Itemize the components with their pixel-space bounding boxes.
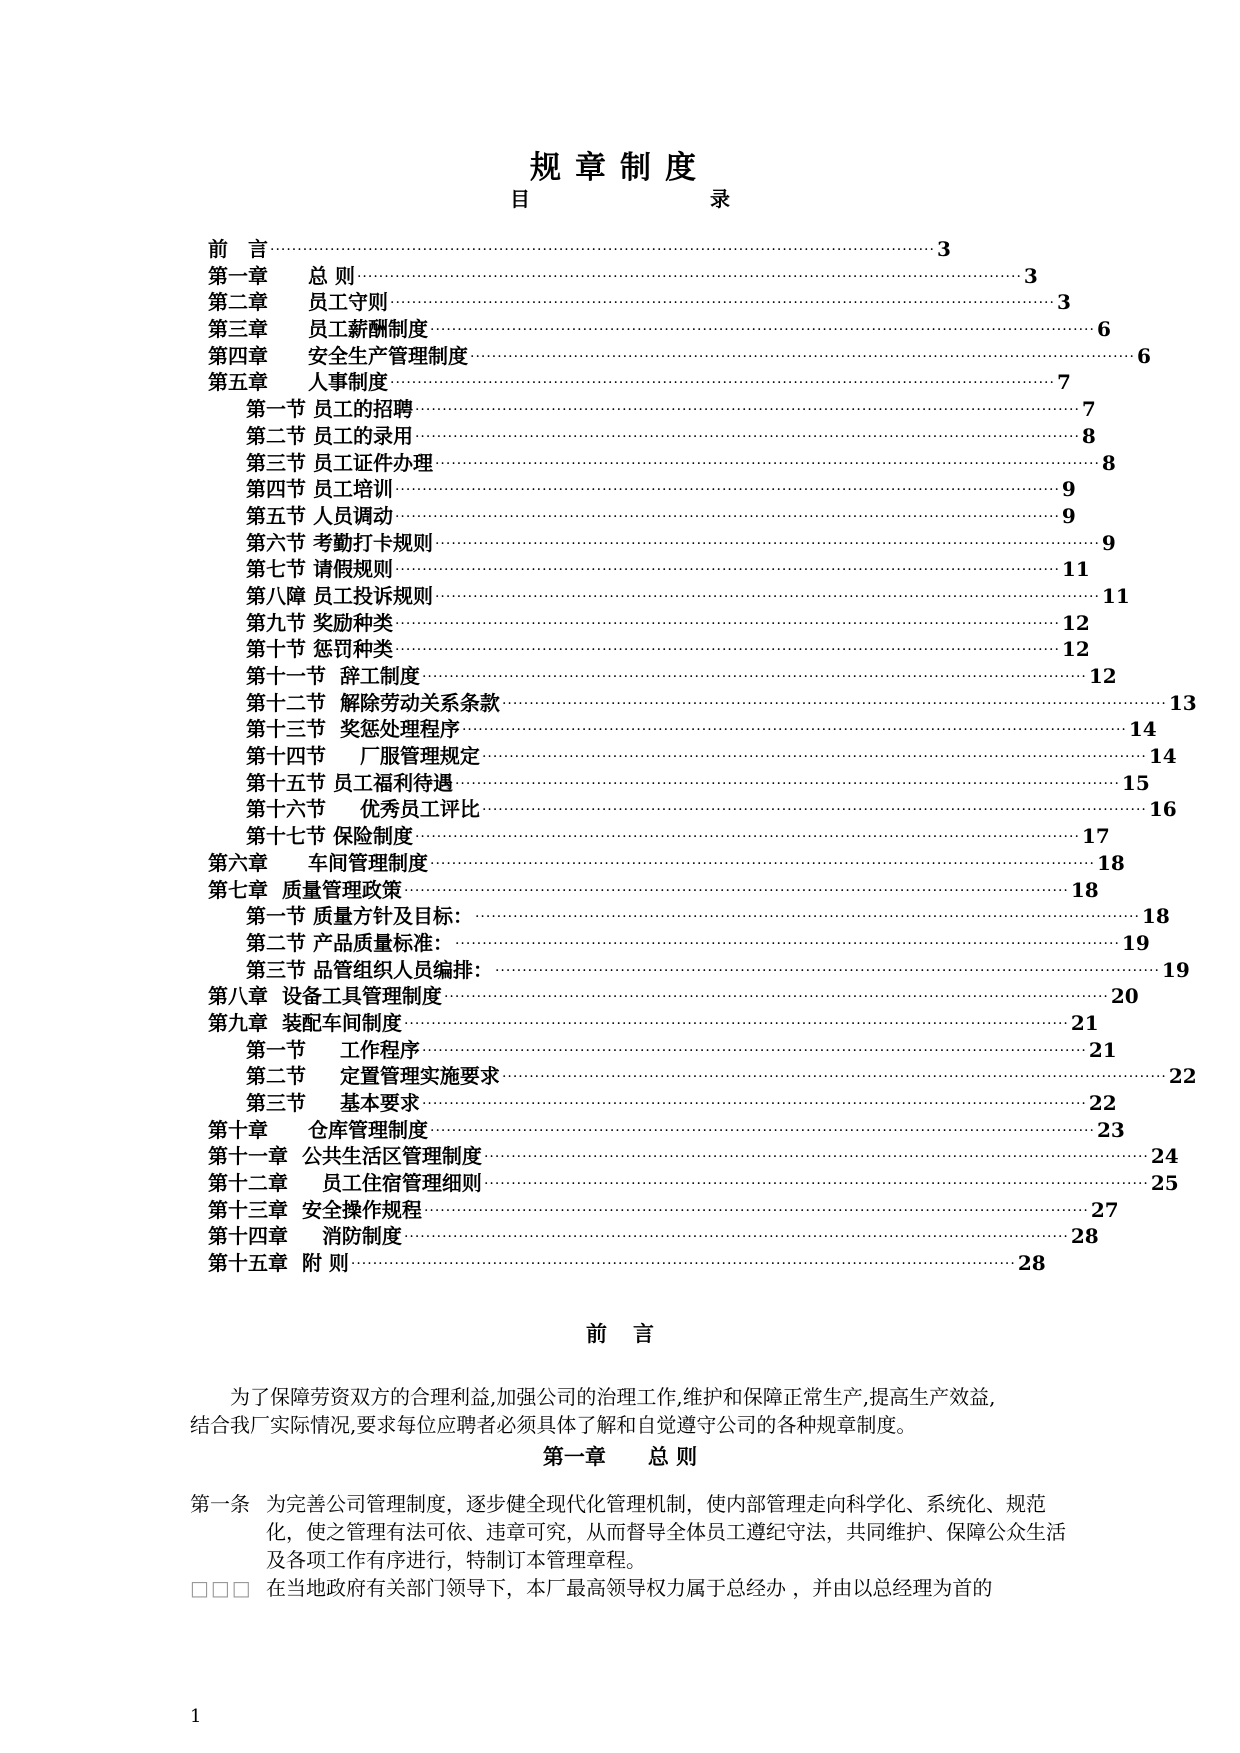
toc-page-number: 18 [1141,904,1170,929]
toc-dot-leader: ·························································································································· [394,482,1060,499]
toc-chapter-row [208,1250,1046,1277]
toc-entry-title: 质量方针及目标： [312,904,473,929]
chapter1-heading [0,1441,1240,1471]
toc-entry-number: 第七节 [246,557,306,582]
toc-entry-number: 第一节 [246,904,306,929]
toc-entry-gap [326,796,360,823]
toc-entry-number: 第二节 [246,1064,306,1089]
toc-entry-gap [306,503,313,530]
toc-entry-title: 总 则 [308,263,355,288]
toc-entry-title: 品管组织人员编排： [312,957,493,982]
toc-entry-gap [288,1197,302,1224]
toc-entry-number: 第二节 [246,423,306,448]
toc-section-row [208,1090,1117,1117]
toc-page-number: 18 [1096,850,1125,875]
toc-page-number: 14 [1128,717,1157,742]
toc-chapter-row [208,263,1038,290]
toc-page-number: 19 [1161,957,1190,982]
toc-dot-leader: ·························································································································· [421,669,1087,685]
toc-entry-gap [306,903,313,930]
toc-entry-title: 员工薪酬制度 [308,317,428,342]
toc-dot-leader: ·························································································································· [414,402,1080,419]
table-of-contents [208,236,1197,1277]
toc-entry-gap [326,823,333,850]
toc-entry-number: 第五章 [208,370,268,395]
chapter1-heading-number: 第一章 [542,1444,606,1469]
toc-page-number: 9 [1061,477,1076,502]
toc-entry-title: 员工投诉规则 [312,583,433,608]
toc-page-number: 28 [1017,1251,1046,1276]
toc-entry-number: 第十章 [208,1117,268,1142]
article-1 [190,1490,1070,1574]
toc-page-number: 20 [1110,984,1139,1009]
toc-page-number: 22 [1168,1064,1197,1089]
toc-entry-number: 第十五节 [246,770,326,795]
toc-page-number: 9 [1061,503,1076,528]
toc-entry-number: 第四节 [246,477,306,502]
toc-entry-title: 奖励种类 [312,610,393,635]
toc-entry-number: 第十二节 [246,690,326,715]
toc-section-row [208,663,1117,690]
toc-entry-title: 员工的招聘 [312,397,413,422]
toc-entry-number: 第七章 [208,877,268,902]
toc-page-number: 25 [1150,1171,1179,1196]
toc-chapter-row [208,1223,1099,1250]
toc-chapter-row [208,1010,1099,1037]
toc-chapter-row [208,316,1111,343]
toc-dot-leader: ·························································································································· [483,1176,1149,1193]
toc-page-number: 16 [1148,797,1177,822]
toc-page-number: 13 [1168,690,1197,715]
toc-entry-number: 第十四章 [208,1224,288,1249]
toc-entry-gap [306,930,313,957]
article-1-text: 为完善公司管理制度，逐步健全现代化管理机制，使内部管理走向科学化、系统化、规范化，使之管理有法可依、违章可究，从而督导全体员工遵纪守法，共同维护、保障公众生活及各项工作有序进行，特制订本管理章程。 [266,1492,1066,1572]
toc-entry-gap [268,316,308,343]
toc-entry-title: 质量管理政策 [281,877,402,902]
toc-entry-number: 第十六节 [246,797,326,822]
toc-page-number: 6 [1136,343,1151,368]
toc-section-row [208,610,1090,637]
toc-entry-number: 第一节 [246,1037,306,1062]
toc-dot-leader: ·························································································································· [470,348,1135,365]
toc-page-number: 23 [1096,1117,1125,1142]
toc-section-row [208,583,1130,610]
toc-entry-title: 员工守则 [308,290,388,315]
toc-section-row [208,823,1110,850]
toc-entry-gap [268,289,308,316]
toc-entry-number: 第一章 [208,263,268,288]
toc-entry-title: 工作程序 [339,1037,420,1062]
toc-entry-title: 请假规则 [312,557,393,582]
toc-page-number: 6 [1096,317,1111,342]
toc-entry-number: 第三节 [246,450,306,475]
toc-page-number: 19 [1121,930,1150,955]
toc-section-row [208,716,1157,743]
toc-entry-gap [326,690,340,717]
toc-section-row [208,396,1096,423]
toc-section-row [208,930,1150,957]
toc-entry-number: 第六章 [208,850,268,875]
toc-dot-leader: ·························································································································· [414,829,1080,846]
toc-chapter-row [208,1170,1179,1197]
toc-dot-leader: ·························································································································· [390,295,1055,312]
toc-entry-gap [306,957,313,984]
preface-heading-right: 言 [633,1321,654,1346]
toc-heading-right: 录 [710,187,730,211]
toc-dot-leader: ·························································································································· [501,695,1167,712]
page-number: 1 [190,1706,202,1727]
preface-heading-left: 前 [586,1321,607,1346]
toc-page-number: 11 [1101,583,1130,608]
toc-entry-number: 第二章 [208,290,268,315]
toc-dot-leader: ·························································································································· [443,989,1109,1006]
toc-section-row [208,530,1116,557]
toc-entry-gap [268,1010,282,1037]
toc-section-row [208,690,1197,717]
toc-section-row [208,1037,1117,1064]
toc-page-number: 3 [1056,290,1071,315]
toc-entry-number: 第一节 [246,397,306,422]
toc-dot-leader: ·························································································································· [356,268,1022,285]
toc-entry-gap [288,1250,302,1277]
toc-dot-leader: ·························································································································· [474,909,1140,926]
document-title: 规章制度 [530,150,710,186]
toc-page-number: 3 [1023,263,1038,288]
article-2 [190,1574,1070,1602]
toc-entry-title: 员工培训 [312,477,393,502]
toc-entry-gap [326,716,340,743]
toc-entry-title: 定置管理实施要求 [339,1064,500,1089]
toc-entry-title: 设备工具管理制度 [281,984,442,1009]
toc-entry-gap [288,1223,322,1250]
toc-page-number: 27 [1090,1197,1119,1222]
toc-dot-leader: ·························································································································· [394,615,1060,632]
toc-entry-gap [288,1143,302,1170]
toc-dot-leader: ·························································································································· [403,1229,1069,1246]
toc-dot-leader: ·························································································································· [414,428,1080,445]
toc-dot-leader: ·························································································································· [454,935,1120,952]
toc-entry-title: 员工住宿管理细则 [321,1171,482,1196]
toc-section-row [208,503,1076,530]
toc-entry-title: 奖惩处理程序 [339,717,460,742]
toc-dot-leader: ·························································································································· [430,322,1095,339]
toc-section-row [208,957,1190,984]
toc-entry-number: 第三章 [208,317,268,342]
article-1-label: 第一条 [190,1492,250,1516]
toc-page-number: 14 [1148,744,1177,769]
toc-page-number: 21 [1088,1037,1117,1062]
toc-section-row [208,476,1076,503]
article-2-text: 在当地政府有关部门领导下，本厂最高领导权力属于总经办 ，并由以总经理为首的 [266,1576,993,1600]
toc-entry-title: 安全操作规程 [301,1197,422,1222]
toc-dot-leader: ·························································································································· [403,882,1069,899]
toc-entry-title: 优秀员工评比 [359,797,480,822]
toc-entry-gap [306,1063,340,1090]
toc-entry-number: 第十三节 [246,717,326,742]
toc-dot-leader: ·························································································································· [430,1122,1095,1139]
toc-entry-gap [306,1090,340,1117]
toc-entry-title: 基本要求 [339,1091,420,1115]
preface-line-2: 结合我厂实际情况,要求每位应聘者必须具体了解和自觉遵守公司的各种规章制度。 [190,1413,917,1437]
toc-page-number: 18 [1070,877,1099,902]
toc-entry-title: 附 则 [301,1251,349,1276]
toc-dot-leader: ·························································································································· [270,242,935,258]
toc-entry-title: 公共生活区管理制度 [301,1144,482,1169]
toc-entry-gap [306,583,313,610]
toc-entry-title: 人员调动 [312,503,393,528]
toc-page-number: 12 [1061,637,1090,662]
chapter1-heading-title: 总 则 [647,1444,698,1469]
toc-entry-title: 惩罚种类 [312,637,393,662]
toc-entry-gap [326,743,360,770]
toc-entry-title: 装配车间制度 [281,1010,402,1035]
toc-section-row [208,796,1177,823]
toc-entry-title: 员工的录用 [312,423,413,448]
toc-entry-gap [306,396,313,423]
toc-page-number: 7 [1056,370,1071,395]
toc-entry-gap [268,850,308,877]
toc-entry-gap [306,476,313,503]
toc-entry-gap [306,1037,340,1064]
toc-dot-leader: ·························································································································· [434,588,1100,605]
preface-paragraph [190,1383,1070,1439]
toc-page-number: 11 [1061,557,1090,582]
toc-entry-number: 第六节 [246,530,306,555]
toc-section-row [208,423,1096,450]
toc-page-number: 24 [1150,1144,1179,1169]
toc-chapter-row [208,877,1099,904]
toc-page-number: 9 [1101,530,1116,555]
article-2-label: □□□ [190,1576,253,1600]
toc-dot-leader: ·························································································································· [494,962,1160,979]
toc-chapter-row [208,369,1071,396]
toc-page-number: 17 [1081,824,1110,849]
toc-entry-title: 解除劳动关系条款 [339,690,500,715]
toc-dot-leader: ·························································································································· [394,562,1060,579]
toc-entry-gap [306,610,313,637]
toc-section-row [208,743,1177,770]
toc-dot-leader: ·························································································································· [434,455,1100,472]
toc-entry-gap [268,1117,308,1144]
toc-entry-number: 第十二章 [208,1171,288,1196]
toc-page-number: 8 [1081,423,1096,448]
toc-chapter-row [208,236,951,263]
preface-line-1: 为了保障劳资双方的合理利益,加强公司的治理工作,维护和保障正常生产,提高生产效益, [230,1385,996,1409]
toc-page-number: 7 [1081,397,1096,422]
toc-entry-number: 第十一章 [208,1144,288,1169]
preface-heading [0,1318,1240,1348]
toc-chapter-row [208,850,1125,877]
toc-entry-gap [306,556,313,583]
toc-entry-number: 第四章 [208,343,268,368]
toc-section-row [208,450,1116,477]
toc-entry-title: 保险制度 [332,824,413,849]
toc-dot-leader: ·························································································································· [434,535,1100,552]
toc-entry-title: 辞工制度 [339,664,420,688]
toc-entry-title: 员工福利待遇 [332,770,453,795]
toc-heading-left: 目 [510,187,530,211]
toc-entry-number: 第三节 [246,1091,306,1115]
toc-entry-title: 员工证件办理 [312,450,433,475]
toc-entry-gap [268,983,282,1010]
toc-entry-gap [326,663,340,690]
toc-section-row [208,770,1150,797]
toc-dot-leader: ·························································································································· [461,722,1127,739]
toc-entry-gap [306,636,313,663]
toc-dot-leader: ·························································································································· [423,1202,1089,1219]
toc-dot-leader: ·························································································································· [394,508,1060,525]
toc-entry-number: 第十三章 [208,1197,288,1222]
toc-entry-number: 第九章 [208,1010,268,1035]
toc-entry-title: 厂服管理规定 [359,744,480,769]
toc-entry-gap [268,343,308,370]
toc-dot-leader: ·························································································································· [501,1069,1167,1086]
toc-entry-title: 车间管理制度 [308,850,428,875]
toc-page-number: 28 [1070,1224,1099,1249]
toc-entry-number: 第十节 [246,637,306,662]
toc-chapter-row [208,289,1071,316]
toc-page-number: 12 [1061,610,1090,635]
toc-dot-leader: ·························································································································· [403,1015,1069,1032]
toc-entry-title: 消防制度 [321,1224,402,1249]
toc-entry-gap [306,450,313,477]
toc-chapter-row [208,343,1151,370]
toc-entry-number: 第三节 [246,957,306,982]
toc-entry-gap [268,263,308,290]
toc-chapter-row [208,1197,1119,1224]
toc-section-row [208,1063,1197,1090]
toc-entry-number: 第二节 [246,930,306,955]
toc-entry-gap [306,423,313,450]
toc-entry-number: 第五节 [246,503,306,528]
toc-chapter-row [208,1117,1125,1144]
toc-section-row [208,903,1170,930]
toc-entry-number: 第八障 [246,583,306,608]
toc-dot-leader: ·························································································································· [421,1042,1087,1059]
toc-entry-gap [268,877,282,904]
toc-entry-number: 第十四节 [246,744,326,769]
toc-entry-number: 第十五章 [208,1251,288,1276]
toc-dot-leader: ·························································································································· [390,375,1055,392]
toc-entry-number: 第八章 [208,984,268,1009]
toc-dot-leader: ·························································································································· [481,749,1147,766]
toc-entry-title: 安全生产管理制度 [308,343,468,368]
toc-entry-title: 产品质量标准： [312,930,453,955]
toc-page-number: 22 [1088,1091,1117,1115]
toc-chapter-row [208,983,1139,1010]
toc-section-row [208,636,1090,663]
toc-entry-gap [288,1170,322,1197]
toc-entry-gap [268,369,308,396]
toc-entry-gap [306,530,313,557]
toc-entry-gap [326,770,333,797]
toc-entry-title: 考勤打卡规则 [312,530,433,555]
toc-entry-number: 第十一节 [246,664,326,688]
toc-dot-leader: ·························································································································· [350,1256,1016,1273]
toc-dot-leader: ·························································································································· [483,1149,1149,1166]
toc-page-number: 15 [1121,770,1150,795]
toc-page-number: 8 [1101,450,1116,475]
toc-page-number: 3 [936,237,951,261]
toc-chapter-row [208,1143,1179,1170]
toc-entry-number: 第十七节 [246,824,326,849]
toc-heading [0,186,1240,212]
toc-dot-leader: ·························································································································· [481,802,1147,819]
toc-entry-number: 第九节 [246,610,306,635]
toc-dot-leader: ·························································································································· [421,1096,1087,1112]
toc-dot-leader: ·························································································································· [394,642,1060,659]
toc-section-row [208,556,1090,583]
toc-page-number: 21 [1070,1010,1099,1035]
toc-entry-title: 人事制度 [308,370,388,395]
toc-entry-number: 前 言 [208,237,268,261]
toc-entry-title: 仓库管理制度 [308,1117,428,1142]
toc-dot-leader: ·························································································································· [430,855,1095,872]
toc-page-number: 12 [1088,664,1117,688]
toc-dot-leader: ·························································································································· [454,775,1120,792]
